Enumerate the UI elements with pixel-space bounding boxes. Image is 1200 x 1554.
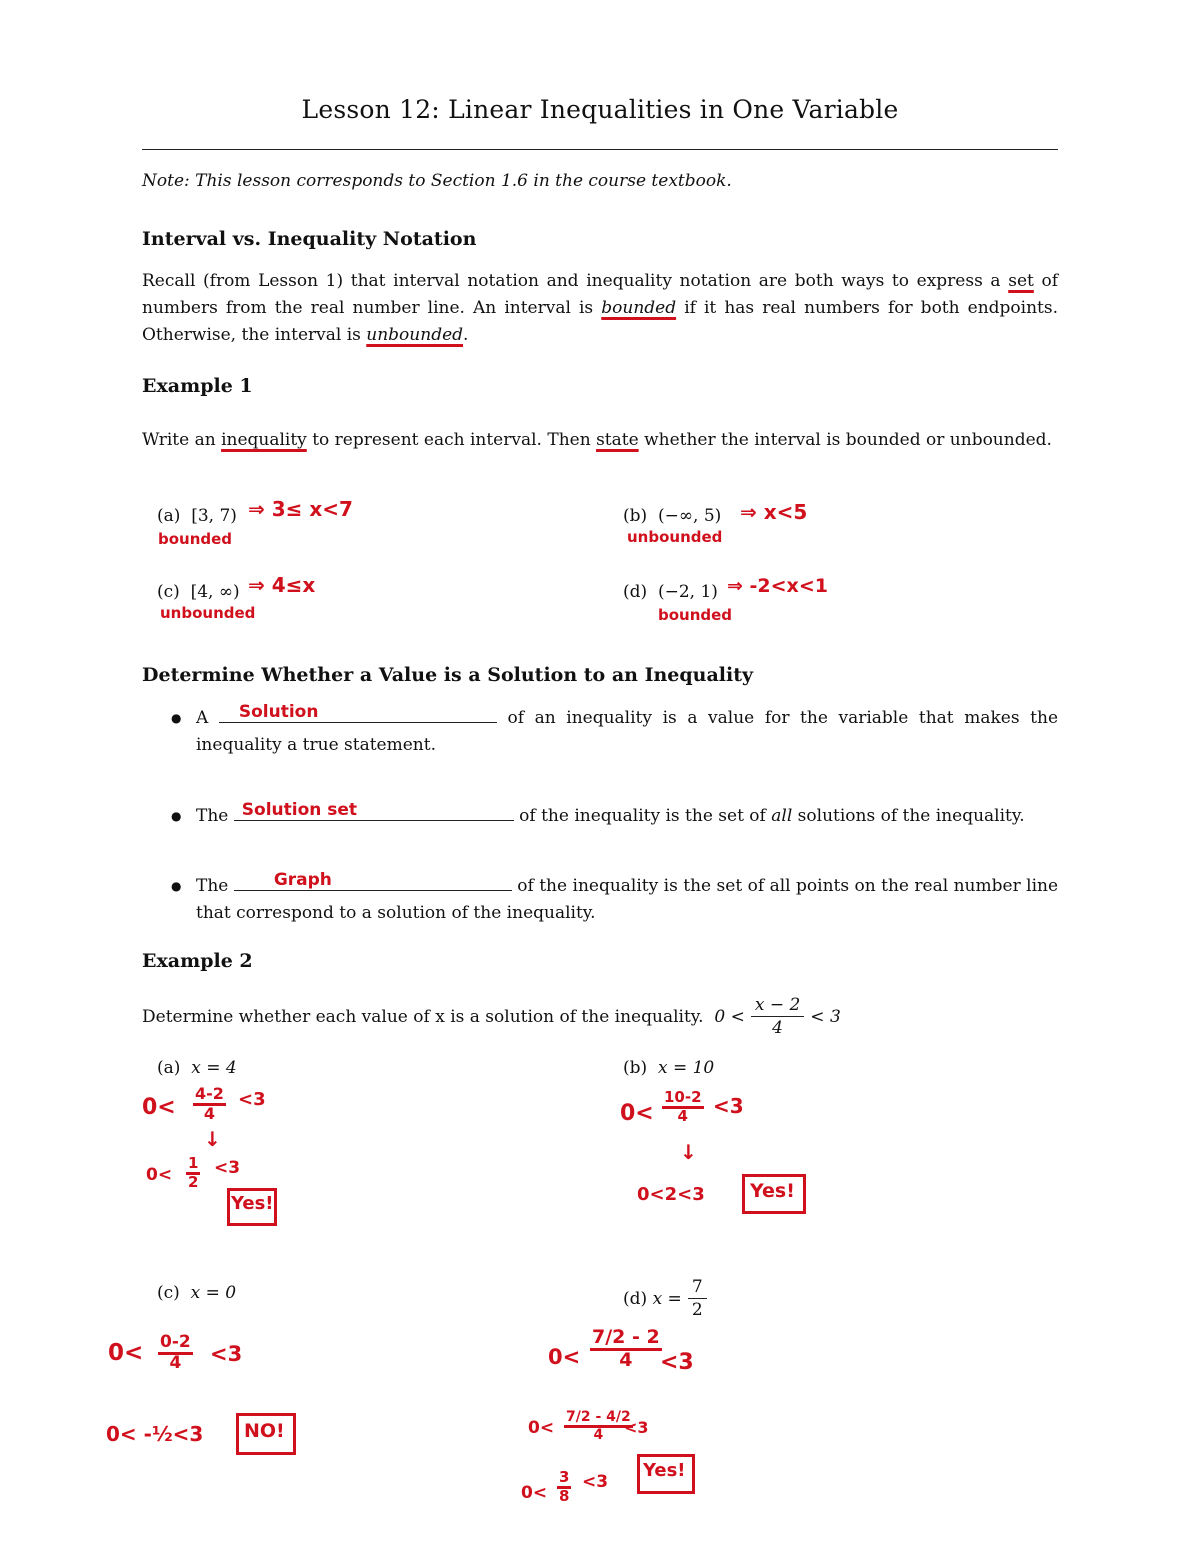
- bullet-text: A: [196, 708, 209, 728]
- term-bounded: bounded: [601, 298, 677, 318]
- para-period: .: [463, 325, 469, 345]
- item-label: (d): [623, 1288, 648, 1309]
- ex2-item-a: [157, 1058, 237, 1078]
- para-text: Recall (from Lesson 1) that interval notation and inequality notation are both ways to express a: [142, 271, 1001, 291]
- bullet-text: of the inequality is the set of all points on the real number line that correspond to a solution of the inequality.: [196, 876, 1059, 923]
- bullet-text: solutions of the inequality.: [797, 806, 1025, 826]
- hw-d-fraction: [590, 1328, 662, 1371]
- prompt-text: Write an: [142, 430, 216, 450]
- hw-num: 1: [186, 1156, 200, 1175]
- prompt-text: Determine whether each value of x is a solution of the inequality.: [142, 1006, 704, 1027]
- hw-c-rt: <3: [210, 1342, 243, 1366]
- item-interval: (−2, 1): [657, 582, 718, 602]
- hw-den: 4: [619, 1348, 633, 1371]
- bullet-solution: [196, 704, 1058, 759]
- hw-num: 0-2: [158, 1334, 193, 1355]
- item-label: (a): [157, 506, 181, 526]
- hw-num: 7/2 - 4/2: [564, 1410, 633, 1428]
- hw-a2-fraction: [186, 1156, 200, 1191]
- hw-type-a: bounded: [158, 530, 233, 548]
- prompt-text: whether the interval is bounded or unbounded.: [644, 430, 1052, 450]
- hw-type-c: unbounded: [160, 604, 256, 622]
- section-heading-solution: Determine Whether a Value is a Solution to an Inequality: [142, 664, 754, 686]
- hw-num: 7/2 - 2: [590, 1328, 662, 1351]
- hw-den: 4: [677, 1106, 688, 1125]
- hw-den: 4: [593, 1426, 604, 1443]
- underlined-state: state: [596, 430, 639, 450]
- para-text: if it has real numbers for both endpoints. Otherwise, the interval is: [142, 298, 1059, 345]
- hw-c-fraction: [158, 1334, 193, 1373]
- hw-a-lt: 0<: [142, 1095, 176, 1120]
- underlined-set: set: [1008, 271, 1034, 291]
- hw-b-fraction: [662, 1090, 704, 1125]
- hw-num: 10-2: [662, 1090, 704, 1109]
- hw-d3-lt: 0<: [521, 1483, 548, 1503]
- hw-d3-fraction: [557, 1470, 571, 1505]
- item-value: x = 4: [191, 1058, 237, 1078]
- hw-c-lt: 0<: [108, 1340, 144, 1366]
- item-label: (a): [157, 1058, 181, 1078]
- hw-a2-lt: 0<: [146, 1165, 173, 1185]
- ex2-item-d: [623, 1276, 713, 1321]
- hw-b-rt: <3: [713, 1094, 744, 1118]
- hw-verdict-b: Yes!: [750, 1180, 795, 1202]
- bullet-solution-set: [196, 802, 1058, 830]
- bullet-dot: ●: [171, 809, 182, 823]
- hw-a-fraction: [193, 1086, 226, 1123]
- blank-graph: [234, 872, 512, 891]
- item-label: (c): [157, 582, 180, 602]
- item-label: (b): [623, 1058, 648, 1078]
- hw-b-lt: 0<: [620, 1101, 654, 1126]
- interval-paragraph: [142, 268, 1058, 349]
- hw-den: 8: [559, 1486, 570, 1505]
- example2-prompt: [142, 994, 841, 1039]
- item-value: x = 10: [657, 1058, 715, 1078]
- hw-den: 4: [203, 1103, 216, 1123]
- hw-arrow-a: ↓: [204, 1127, 221, 1151]
- blank-solution: [219, 704, 497, 723]
- bullet-text: The: [196, 876, 229, 896]
- course-note: Note: This lesson corresponds to Section 1.6 in the course textbook.: [142, 171, 732, 191]
- item-interval: [4, ∞): [190, 582, 240, 602]
- item-interval: [3, 7): [191, 506, 237, 526]
- bullet-graph: [196, 872, 1058, 927]
- bullet-dot: ●: [171, 879, 182, 893]
- hw-verdict-a: Yes!: [231, 1193, 274, 1214]
- item-value: x = 0: [190, 1283, 237, 1303]
- hw-c2: 0< -½<3: [106, 1422, 204, 1446]
- bullet-text: of an inequality is a value for the variable that makes the inequality a true statement.: [196, 708, 1059, 755]
- hw-answer-d: ⇒ -2<x<1: [727, 575, 828, 597]
- hw-d-lt: 0<: [548, 1345, 581, 1369]
- ineq-numerator: x − 2: [751, 994, 804, 1017]
- hw-d2-lt: 0<: [528, 1418, 555, 1438]
- ineq-left: 0 <: [714, 1006, 745, 1027]
- term-unbounded: unbounded: [366, 325, 464, 345]
- hw-answer-a: ⇒ 3≤ x<7: [248, 497, 353, 521]
- item-value: x =: [652, 1288, 682, 1309]
- page-title: Lesson 12: Linear Inequalities in One Variable: [301, 95, 899, 124]
- hw-verdict-d: Yes!: [643, 1460, 686, 1481]
- hw-d3-rt: <3: [582, 1472, 609, 1492]
- hw-arrow-b: ↓: [680, 1140, 697, 1164]
- hw-b2: 0<2<3: [637, 1184, 705, 1205]
- hw-den: 4: [169, 1352, 182, 1373]
- item-label: (b): [623, 506, 648, 526]
- example1-prompt: [142, 427, 1058, 454]
- hw-fill-solution: Solution: [238, 702, 319, 722]
- section-heading-interval: Interval vs. Inequality Notation: [142, 228, 477, 250]
- hw-fill-solution-set: Solution set: [241, 800, 358, 820]
- ineq-denominator: 4: [772, 1018, 783, 1038]
- value-fraction: [688, 1276, 707, 1321]
- hw-answer-c: ⇒ 4≤x: [248, 573, 316, 597]
- bullet-dot: ●: [171, 711, 182, 725]
- underlined-inequality: inequality: [221, 430, 307, 450]
- value-denominator: 2: [691, 1300, 703, 1320]
- bullet-text: of the inequality is the set of: [519, 806, 766, 826]
- emphasis-all: all: [771, 806, 793, 826]
- ex1-item-a: [157, 506, 237, 526]
- hw-fill-graph: Graph: [273, 870, 332, 890]
- hw-answer-b: ⇒ x<5: [740, 500, 808, 524]
- item-label: (c): [157, 1283, 180, 1303]
- hw-num: 4-2: [193, 1086, 226, 1106]
- blank-solution-set: [234, 802, 514, 821]
- hw-verdict-c: NO!: [244, 1420, 285, 1442]
- title-rule: [142, 149, 1058, 150]
- hw-a2-rt: <3: [214, 1158, 241, 1178]
- ex1-item-d: [623, 582, 718, 602]
- hw-type-d: bounded: [658, 606, 733, 624]
- ex2-item-c: [157, 1283, 236, 1303]
- ineq-fraction: [751, 994, 804, 1039]
- para-text: of numbers from the real number line. An interval is: [142, 271, 1059, 318]
- hw-num: 3: [557, 1470, 571, 1489]
- hw-d2-rt: <3: [624, 1418, 649, 1437]
- ex1-item-c: [157, 582, 240, 602]
- hw-d2-fraction: [564, 1410, 633, 1442]
- hw-d-rt: <3: [660, 1350, 694, 1375]
- value-numerator: 7: [688, 1276, 707, 1299]
- item-interval: (−∞, 5): [657, 506, 722, 526]
- hw-type-b: unbounded: [627, 528, 723, 546]
- prompt-text: to represent each interval. Then: [312, 430, 591, 450]
- bullet-text: The: [196, 806, 229, 826]
- ex1-item-b: [623, 506, 721, 526]
- hw-den: 2: [188, 1172, 199, 1191]
- ineq-right: < 3: [810, 1006, 841, 1027]
- example2-heading: Example 2: [142, 950, 253, 972]
- item-label: (d): [623, 582, 648, 602]
- example1-heading: Example 1: [142, 375, 253, 397]
- hw-a-rt: <3: [238, 1089, 266, 1110]
- ex2-item-b: [623, 1058, 714, 1078]
